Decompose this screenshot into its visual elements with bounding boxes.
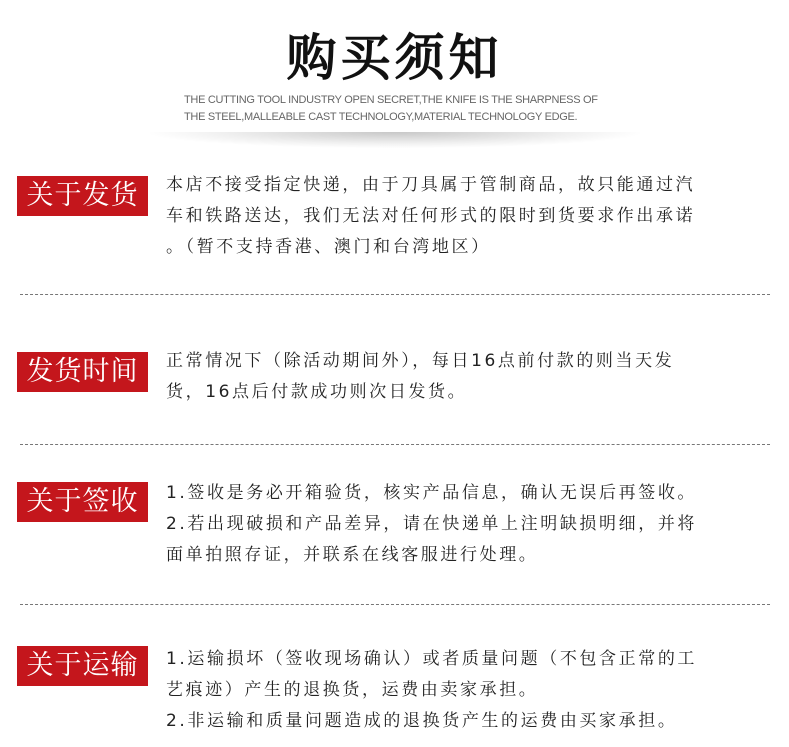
header	[0, 0, 789, 160]
text-line: 1.签收是务必开箱验货，核实产品信息，确认无误后再签收。	[166, 483, 698, 503]
section-text	[166, 644, 766, 737]
section-divider	[20, 294, 770, 295]
text-line: 货，16点后付款成功则次日发货。	[166, 382, 468, 402]
text-line: 车和铁路送达，我们无法对任何形式的限时到货要求作出承诺	[166, 206, 696, 226]
title-shadow	[150, 132, 640, 148]
section-tag: 发货时间	[17, 352, 148, 392]
text-line: 2.若出现破损和产品差异，请在快递单上注明缺损明细，并将	[166, 514, 698, 534]
text-line: 。（暂不支持香港、澳门和台湾地区）	[166, 237, 491, 257]
text-line: 2.非运输和质量问题造成的退换货产生的运费由买家承担。	[166, 711, 678, 731]
page-subtitle: THE CUTTING TOOL INDUSTRY OPEN SECRET,THE KNIFE IS THE SHARPNESS OF THE STEEL,MALLEABLE CAST TECHNOLOGY,MATERIAL TECHNOLOGY EDGE.	[184, 94, 598, 123]
section-tag: 关于运输	[17, 646, 148, 686]
section-divider	[20, 604, 770, 605]
text-line: 1.运输损坏（签收现场确认）或者质量问题（不包含正常的工	[166, 649, 698, 669]
section-tag: 关于发货	[17, 176, 148, 216]
section-divider	[20, 444, 770, 445]
text-line: 艺痕迹）产生的退换货，运费由卖家承担。	[166, 680, 539, 700]
section-text	[166, 346, 766, 408]
text-line: 正常情况下（除活动期间外），每日16点前付款的则当天发	[166, 351, 675, 371]
text-line: 本店不接受指定快递，由于刀具属于管制商品，故只能通过汽	[166, 175, 696, 195]
section-tag: 关于签收	[17, 482, 148, 522]
section-text	[166, 478, 766, 571]
text-line: 面单拍照存证，并联系在线客服进行处理。	[166, 545, 539, 565]
section-text	[166, 170, 766, 263]
page-title: 购买须知	[286, 29, 503, 87]
